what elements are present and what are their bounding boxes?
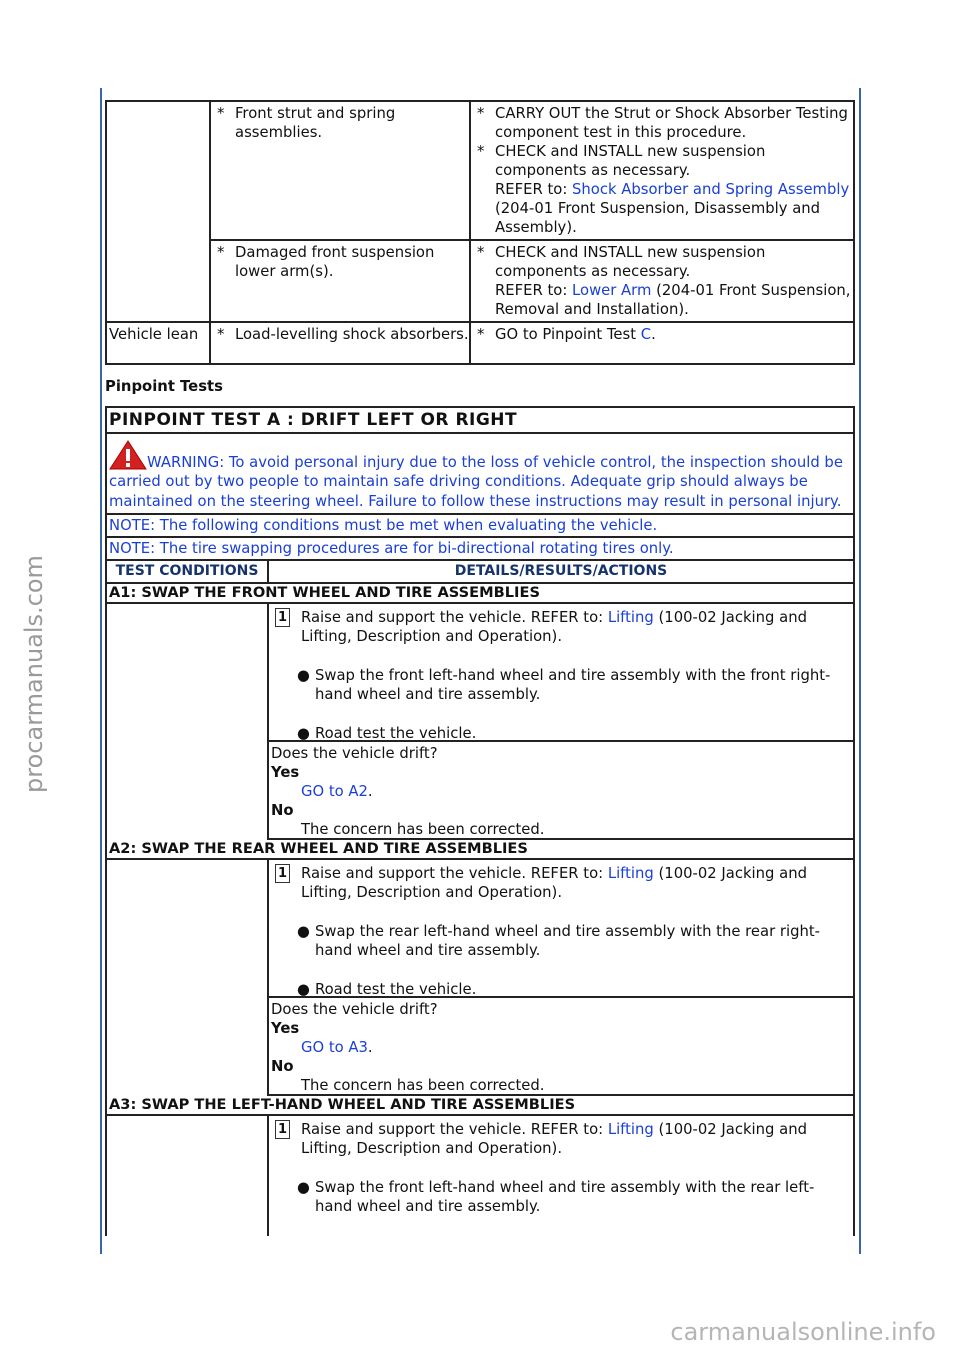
action-text: CARRY OUT the Strut or Shock Absorber Testing component test in this procedure. xyxy=(495,105,848,141)
action-item: * CARRY OUT the Strut or Shock Absorber Testing component test in this procedure. xyxy=(477,105,848,141)
note-tire-swapping: NOTE: The tire swapping procedures are for bi-directional rotating tires only. xyxy=(105,538,855,561)
refer-suffix: (204-01 Front Suspension, Disassembly and Assembly). xyxy=(495,200,821,236)
raise-text: Raise and support the vehicle. REFER to: xyxy=(301,1120,608,1138)
raise-suffix: (100-02 Jacking and Lifting, Description and Operation). xyxy=(301,1120,807,1157)
col-details-results-actions: DETAILS/RESULTS/ACTIONS xyxy=(454,562,668,579)
lifting-link[interactable]: Lifting xyxy=(607,608,654,626)
bullet-text: Road test the vehicle. xyxy=(315,980,477,998)
action-item: * CHECK and INSTALL new suspension components as necessary. REFER to: Lower Arm (204-01 Front Suspension, Removal and Installation). xyxy=(477,244,851,318)
symptom-row xyxy=(106,101,854,240)
yes-label: Yes xyxy=(271,763,300,781)
symptom-cell: Vehicle lean xyxy=(106,322,210,364)
action-suffix: . xyxy=(651,326,656,343)
step-a3-title: A3: SWAP THE LEFT-HAND WHEEL AND TIRE ASSEMBLIES xyxy=(105,1096,855,1116)
bullet-text: Swap the front left-hand wheel and tire assembly with the front right-hand wheel and tire assembly. xyxy=(315,666,831,703)
refer-label: REFER to: xyxy=(495,282,573,299)
symptom-cell xyxy=(106,101,210,322)
col-test-conditions: TEST CONDITIONS xyxy=(107,561,269,582)
step-number: 1 xyxy=(275,608,290,627)
symptom-row xyxy=(106,322,854,364)
step-result xyxy=(269,742,853,840)
step-a1-body xyxy=(105,604,855,840)
cause-cell xyxy=(210,322,470,364)
warning-icon xyxy=(109,440,147,470)
test-conditions-cell xyxy=(107,604,269,840)
bullet-text: Swap the rear left-hand wheel and tire assembly with the rear right-hand wheel and tire assembly. xyxy=(315,922,820,959)
raise-suffix: (100-02 Jacking and Lifting, Description and Operation). xyxy=(301,864,807,901)
bullet-item: ● Swap the rear left-hand wheel and tire assembly with the rear right-hand wheel and tire assembly. xyxy=(297,922,820,959)
test-conditions-cell xyxy=(107,860,269,1096)
go-to-a3-link[interactable]: GO to A3 xyxy=(301,1038,368,1056)
cause-text: Damaged front suspension lower arm(s). xyxy=(235,244,435,280)
bullet-text: Road test the vehicle. xyxy=(315,724,477,742)
cause-cell xyxy=(210,240,470,322)
step-number: 1 xyxy=(275,864,290,883)
bullet-item: ● Swap the front left-hand wheel and tire assembly with the rear left-hand wheel and tire assembly. xyxy=(297,1178,815,1215)
test-conditions-cell xyxy=(107,1116,269,1236)
bullet-item: ● Road test the vehicle. xyxy=(297,724,477,742)
go-to-a2-link[interactable]: GO to A2 xyxy=(301,782,368,800)
bullet-item: ● Swap the front left-hand wheel and tire assembly with the front right-hand wheel and tire assembly. xyxy=(297,666,831,703)
action-text: CHECK and INSTALL new suspension components as necessary. xyxy=(495,244,766,280)
step-a1-title: A1: SWAP THE FRONT WHEEL AND TIRE ASSEMBLIES xyxy=(105,584,855,604)
yes-action: GO to A2. xyxy=(301,782,373,800)
side-watermark xyxy=(14,555,54,800)
cause-item: * Damaged front suspension lower arm(s). xyxy=(217,244,435,280)
cause-text: Load-levelling shock absorbers. xyxy=(235,326,469,343)
pinpoint-tests-heading: Pinpoint Tests xyxy=(105,378,223,395)
symptom-row xyxy=(106,240,854,322)
pinpoint-test-c-link[interactable]: C xyxy=(640,326,652,343)
bullet-text: Swap the front left-hand wheel and tire assembly with the rear left-hand wheel and tire assembly. xyxy=(315,1178,815,1215)
action-text: GO to Pinpoint Test xyxy=(495,326,641,343)
action-item: * CHECK and INSTALL new suspension components as necessary. REFER to: Shock Absorber and Spring Assembly (204-01 Front Suspension, Disassembly and Assembly). xyxy=(477,143,850,236)
raise-suffix: (100-02 Jacking and Lifting, Description and Operation). xyxy=(301,608,807,645)
cause-text: Front strut and spring assemblies. xyxy=(235,105,396,141)
step-result xyxy=(269,998,853,1096)
step-a3-body xyxy=(105,1116,855,1236)
side-watermark-text: procarmanuals.com xyxy=(20,555,48,793)
symptom-chart xyxy=(105,100,855,365)
step-action xyxy=(269,604,853,742)
step-a2-title: A2: SWAP THE REAR WHEEL AND TIRE ASSEMBLIES xyxy=(105,840,855,860)
page-right-rule xyxy=(859,88,861,1254)
action-cell xyxy=(470,322,854,364)
details-cell xyxy=(269,1116,853,1236)
test-table-header xyxy=(105,561,855,584)
pinpoint-test-title: PINPOINT TEST A : DRIFT LEFT OR RIGHT xyxy=(105,406,855,434)
no-action: The concern has been corrected. xyxy=(301,820,545,838)
lifting-link[interactable]: Lifting xyxy=(607,864,654,882)
refer-label: REFER to: xyxy=(495,181,573,198)
warning-text: WARNING: To avoid personal injury due to the loss of vehicle control, the inspection should be carried out by two people to maintain safe driving conditions. Adequate grip should always be maintained on the steering wheel. Failure to follow these instructions may result in personal injury. xyxy=(109,454,843,510)
yes-label: Yes xyxy=(271,1019,300,1037)
step-action xyxy=(269,860,853,998)
question-text: Does the vehicle drift? xyxy=(271,744,438,762)
cause-item: * Front strut and spring assemblies. xyxy=(217,105,396,141)
note-conditions: NOTE: The following conditions must be met when evaluating the vehicle. xyxy=(105,515,855,538)
cause-item: * Load-levelling shock absorbers. xyxy=(217,326,469,343)
lifting-link[interactable]: Lifting xyxy=(607,1120,654,1138)
no-action: The concern has been corrected. xyxy=(301,1076,545,1094)
lower-arm-link[interactable]: Lower Arm xyxy=(572,282,652,299)
shock-absorber-spring-link[interactable]: Shock Absorber and Spring Assembly xyxy=(572,181,850,198)
step-number: 1 xyxy=(275,1120,290,1139)
raise-text: Raise and support the vehicle. REFER to: xyxy=(301,864,608,882)
page-left-rule xyxy=(100,88,102,1254)
action-text: CHECK and INSTALL new suspension components as necessary. xyxy=(495,143,766,179)
details-cell xyxy=(269,604,853,840)
bullet-item: ● Road test the vehicle. xyxy=(297,980,477,998)
yes-action: GO to A3. xyxy=(301,1038,373,1056)
details-cell xyxy=(269,860,853,1096)
no-label: No xyxy=(271,1057,294,1075)
document-body xyxy=(105,100,855,1236)
action-item: * GO to Pinpoint Test C. xyxy=(477,326,656,343)
action-cell xyxy=(470,240,854,322)
bottom-watermark: carmanualsonline.info xyxy=(670,1318,936,1346)
refer-suffix: (204-01 Front Suspension, Removal and Installation). xyxy=(495,282,851,318)
action-cell xyxy=(470,101,854,240)
cause-cell xyxy=(210,101,470,240)
question-text: Does the vehicle drift? xyxy=(271,1000,438,1018)
step-a2-body xyxy=(105,860,855,1096)
raise-text: Raise and support the vehicle. REFER to: xyxy=(301,608,608,626)
step-action xyxy=(269,1116,853,1218)
warning-box xyxy=(105,434,855,515)
no-label: No xyxy=(271,801,294,819)
